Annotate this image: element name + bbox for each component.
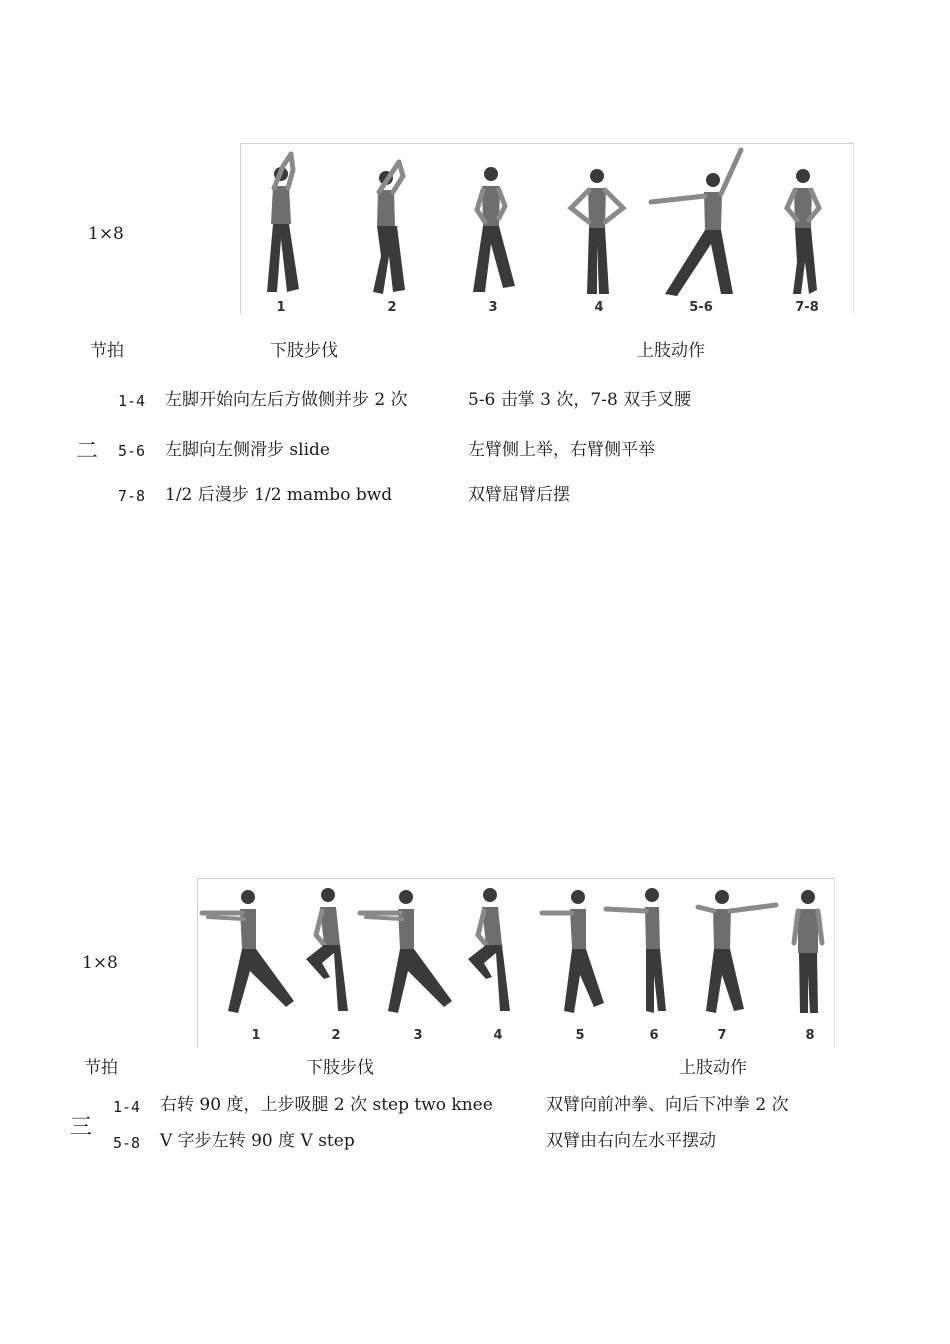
section2-frame-label: 2 (387, 300, 397, 314)
section3-number: 三 (70, 1115, 93, 1140)
section3-figure-4 (468, 888, 510, 1011)
section3-frame-label: 2 (331, 1028, 341, 1043)
section3-header-arms: 上肢动作 (679, 1058, 747, 1078)
section3-frame-label: 1 (251, 1028, 261, 1043)
section2-figure-2 (373, 162, 405, 294)
section2-row-legs: 左脚向左侧滑步 slide (165, 440, 330, 460)
section3-row-legs: V 字步左转 90 度 V step (160, 1131, 355, 1151)
section2-figure-7-8 (787, 169, 819, 294)
section3-row-beat: 5-8 (113, 1134, 141, 1152)
section3-figure-3 (360, 890, 452, 1013)
section3-figure-8 (794, 890, 822, 1013)
section2-header-legs: 下肢步伐 (270, 341, 338, 361)
section2-figure-strip (240, 143, 854, 314)
section3-frame-label: 7 (717, 1028, 727, 1043)
section2-count: 1×8 (88, 224, 124, 244)
section2-frame-label: 4 (594, 300, 604, 314)
section3-frame-label: 8 (805, 1028, 815, 1043)
section3-row-arms: 双臂向前冲拳、向后下冲拳 2 次 (546, 1095, 789, 1115)
section3-figure-6 (606, 888, 666, 1013)
section2-frame-label: 5-6 (689, 300, 713, 314)
section3-row-beat: 1-4 (113, 1098, 141, 1116)
section3-frame-label: 5 (575, 1028, 585, 1043)
section3-header-legs: 下肢步伐 (306, 1058, 374, 1078)
section3-figure-7 (698, 890, 776, 1013)
section3-row-arms: 双臂由右向左水平摆动 (546, 1131, 716, 1151)
section2-row-beat: 5-6 (118, 442, 146, 460)
section2-row-arms: 左臂侧上举，右臂侧平举 (468, 440, 655, 460)
section2-row-arms: 5-6 击掌 3 次，7-8 双手叉腰 (468, 390, 692, 410)
section2-row-arms: 双臂屈臂后摆 (468, 485, 570, 505)
section2-figure-5-6 (651, 150, 741, 296)
section2-frame-label: 1 (276, 300, 286, 314)
section2-frame-label: 3 (488, 300, 498, 314)
section2-row-legs: 1/2 后漫步 1/2 mambo bwd (165, 485, 393, 505)
section2-row-beat: 7-8 (118, 487, 146, 505)
section2-figure-3 (473, 167, 515, 292)
section3-figure-svg (198, 879, 834, 1048)
section3-figure-1 (202, 890, 294, 1013)
section3-figure-2 (306, 888, 348, 1011)
section3-figure-strip (197, 878, 835, 1048)
section3-frame-label: 3 (413, 1028, 423, 1043)
section2-header-arms: 上肢动作 (637, 341, 705, 361)
section2-number: 二 (76, 439, 99, 464)
section2-row-legs: 左脚开始向左后方做侧并步 2 次 (165, 390, 408, 410)
section2-row-beat: 1-4 (118, 392, 146, 410)
section3-frame-label: 4 (493, 1028, 503, 1043)
section2-figure-svg (241, 144, 853, 314)
section2-figure-1 (267, 154, 299, 292)
section2-header-beat: 节拍 (90, 341, 124, 361)
section3-figure-5 (542, 890, 604, 1013)
section3-header-beat: 节拍 (84, 1058, 118, 1078)
section3-count: 1×8 (82, 953, 118, 973)
section2-frame-label: 7-8 (795, 300, 819, 314)
section3-frame-label: 6 (649, 1028, 659, 1043)
section3-row-legs: 右转 90 度，上步吸腿 2 次 step two knee (160, 1095, 493, 1115)
section2-figure-4 (571, 169, 623, 294)
